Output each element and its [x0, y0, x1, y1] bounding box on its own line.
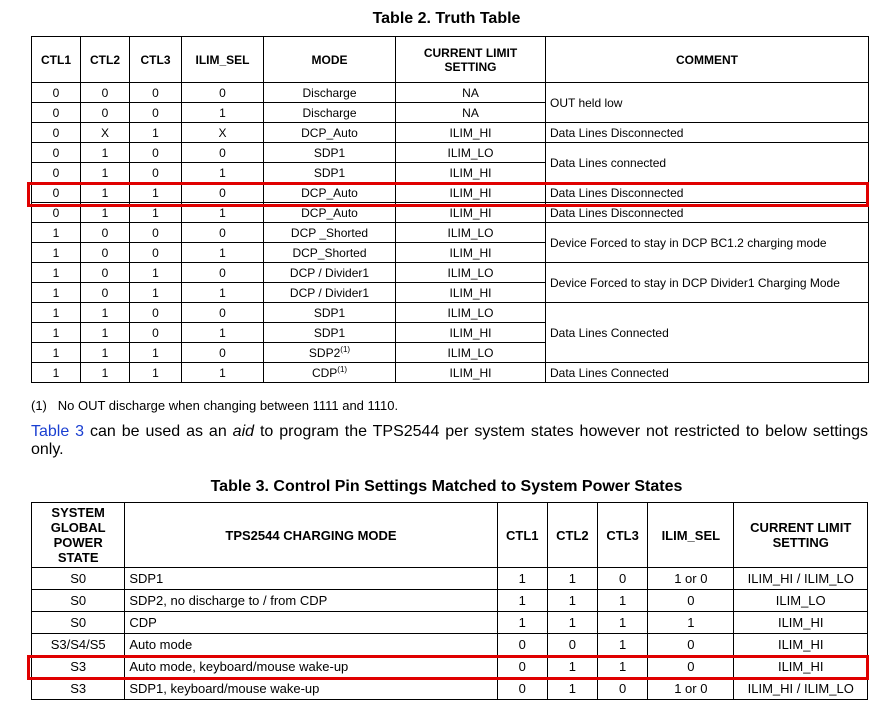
cell-current-limit: ILIM_HI	[734, 612, 868, 634]
cell-charging-mode: SDP1, keyboard/mouse wake-up	[125, 678, 497, 700]
col-header-current-limit: CURRENT LIMIT SETTING	[734, 503, 868, 568]
cell-charging-mode: CDP	[125, 612, 497, 634]
cell-ctl3: 1	[598, 634, 648, 656]
cell-ctl3: 0	[130, 143, 182, 163]
cell-comment: Device Forced to stay in DCP Divider1 Charging Mode	[546, 263, 869, 303]
cell-ctl3: 0	[130, 243, 182, 263]
cell-ilim-sel: 0	[182, 143, 264, 163]
cell-current-limit: ILIM_LO	[396, 223, 546, 243]
cell-mode	[264, 243, 396, 263]
col-header-ilim-sel: ILIM_SEL	[182, 37, 264, 83]
cell-power-state: S3	[32, 678, 125, 700]
cell-current-limit: ILIM_LO	[396, 343, 546, 363]
cell-ilim-sel: 1 or 0	[648, 568, 734, 590]
cell-current-limit: NA	[396, 83, 546, 103]
cell-mode	[264, 123, 396, 143]
table-row	[32, 143, 869, 163]
cell-charging-mode: SDP1	[125, 568, 497, 590]
cell-ctl1: 1	[32, 263, 81, 283]
cell-mode	[264, 103, 396, 123]
cell-mode	[264, 163, 396, 183]
mode-text: SDP1	[313, 305, 346, 320]
cell-mode	[264, 363, 396, 383]
cell-ctl3: 0	[130, 163, 182, 183]
col-header-ctl2: CTL2	[547, 503, 597, 568]
col-header-power-state: SYSTEM GLOBAL POWER STATE	[32, 503, 125, 568]
table-row	[32, 303, 869, 323]
cell-ctl3: 1	[598, 612, 648, 634]
cell-current-limit: ILIM_HI	[396, 363, 546, 383]
cell-ctl3: 0	[130, 223, 182, 243]
cell-ctl1: 0	[497, 656, 547, 678]
mode-text: Discharge	[302, 105, 357, 120]
footnote-ref: (1)	[337, 364, 348, 374]
col-header-ctl3: CTL3	[130, 37, 182, 83]
cell-ctl3: 0	[598, 568, 648, 590]
cell-ilim-sel: 0	[182, 183, 264, 203]
cell-current-limit: ILIM_HI / ILIM_LO	[734, 678, 868, 700]
cell-ilim-sel: 0	[182, 303, 264, 323]
cell-mode	[264, 263, 396, 283]
mode-text: SDP1	[313, 145, 346, 160]
cell-ctl2: 1	[547, 612, 597, 634]
cell-comment: Data Lines Connected	[546, 363, 869, 383]
cell-ctl2: 1	[547, 656, 597, 678]
cell-current-limit: ILIM_LO	[396, 143, 546, 163]
paragraph-text-b: to program the TPS2544 per system states however not restricted to below settings only.	[31, 423, 869, 458]
cell-current-limit: ILIM_LO	[734, 590, 868, 612]
mode-text: SDP2	[308, 345, 341, 360]
cell-ilim-sel: 1	[182, 203, 264, 223]
col-header-mode: MODE	[264, 37, 396, 83]
mode-text: DCP_Auto	[301, 125, 358, 140]
cell-ctl1: 0	[32, 183, 81, 203]
cell-ctl1: 1	[32, 343, 81, 363]
cell-current-limit: ILIM_LO	[396, 303, 546, 323]
col-header-current-limit: CURRENT LIMIT SETTING	[396, 37, 546, 83]
cell-ctl2: 0	[81, 283, 130, 303]
cell-ilim-sel: 1	[648, 612, 734, 634]
cell-current-limit: ILIM_LO	[396, 263, 546, 283]
power-states-table	[31, 502, 868, 700]
cell-ilim-sel: 1	[182, 283, 264, 303]
cell-ilim-sel: 1	[182, 243, 264, 263]
cell-mode	[264, 303, 396, 323]
cell-ctl3: 1	[598, 590, 648, 612]
cell-ctl3: 0	[130, 83, 182, 103]
cell-ctl2: 1	[81, 323, 130, 343]
mode-text: DCP / Divider1	[289, 265, 370, 280]
cell-ilim-sel: 0	[648, 656, 734, 678]
cell-ctl1: 1	[32, 363, 81, 383]
cell-ctl3: 1	[130, 363, 182, 383]
cell-ctl2: 1	[81, 163, 130, 183]
cell-ilim-sel: 1	[182, 323, 264, 343]
cell-ctl1: 0	[32, 123, 81, 143]
cell-ilim-sel: 1	[182, 363, 264, 383]
cell-ctl2: 0	[81, 103, 130, 123]
cell-ctl3: 1	[130, 203, 182, 223]
cell-comment: Data Lines Disconnected	[546, 123, 869, 143]
cell-ctl1: 1	[497, 590, 547, 612]
table-row	[32, 203, 869, 223]
mode-text: CDP	[311, 365, 338, 380]
col-header-ctl2: CTL2	[81, 37, 130, 83]
cell-comment: Data Lines Disconnected	[546, 183, 869, 203]
cell-ctl3: 1	[130, 343, 182, 363]
cell-power-state: S3	[32, 656, 125, 678]
cell-ctl3: 0	[130, 323, 182, 343]
cell-ctl2: 1	[547, 678, 597, 700]
table-row	[32, 123, 869, 143]
paragraph-text-a: can be used as an	[84, 423, 233, 440]
cell-ctl1: 1	[32, 303, 81, 323]
cell-comment: Device Forced to stay in DCP BC1.2 charging mode	[546, 223, 869, 263]
cell-ctl2: 0	[81, 83, 130, 103]
cell-comment: Data Lines connected	[546, 143, 869, 183]
cell-mode	[264, 183, 396, 203]
table-row	[32, 183, 869, 203]
cell-ilim-sel: 0	[648, 590, 734, 612]
cell-ctl3: 1	[130, 183, 182, 203]
mode-text: SDP1	[313, 165, 346, 180]
table-row	[32, 223, 869, 243]
table-row	[32, 263, 869, 283]
cell-ilim-sel: 0	[182, 263, 264, 283]
footnote: (1) No OUT discharge when changing between 1111 and 1110.	[31, 398, 399, 413]
col-header-ctl3: CTL3	[598, 503, 648, 568]
truth-table	[31, 36, 869, 383]
cell-ctl2: 0	[81, 243, 130, 263]
mode-text: DCP_Auto	[301, 185, 358, 200]
body-paragraph	[31, 423, 868, 459]
cell-mode	[264, 223, 396, 243]
cell-ilim-sel: 0	[182, 83, 264, 103]
cell-mode	[264, 343, 396, 363]
mode-text: Discharge	[302, 85, 357, 100]
table-row	[32, 656, 868, 678]
cell-current-limit: ILIM_HI	[396, 243, 546, 263]
table2-title: Table 2. Truth Table	[372, 10, 521, 27]
cell-ctl1: 0	[497, 678, 547, 700]
cell-ctl2: 1	[81, 363, 130, 383]
cell-current-limit: NA	[396, 103, 546, 123]
cell-current-limit: ILIM_HI	[396, 123, 546, 143]
cell-mode	[264, 283, 396, 303]
cell-current-limit: ILIM_HI	[396, 183, 546, 203]
table-row	[32, 363, 869, 383]
paragraph-emphasis: aid	[232, 423, 255, 440]
cell-ilim-sel: 0	[182, 223, 264, 243]
cell-ctl2: 0	[81, 263, 130, 283]
cell-ctl2: 1	[81, 343, 130, 363]
cell-ctl3: 0	[130, 103, 182, 123]
cell-ctl1: 0	[32, 143, 81, 163]
table-row	[32, 678, 868, 700]
cell-ctl3: 1	[598, 656, 648, 678]
cell-power-state: S0	[32, 612, 125, 634]
cell-ctl1: 0	[497, 634, 547, 656]
table3-title: Table 3. Control Pin Settings Matched to System Power States	[210, 478, 683, 495]
cell-ctl2: 1	[81, 183, 130, 203]
cell-power-state: S3/S4/S5	[32, 634, 125, 656]
cell-current-limit: ILIM_HI	[734, 656, 868, 678]
cell-ctl1: 1	[32, 283, 81, 303]
col-header-charging-mode: TPS2544 CHARGING MODE	[125, 503, 497, 568]
col-header-ctl1: CTL1	[32, 37, 81, 83]
cell-ctl1: 1	[497, 612, 547, 634]
mode-text: SDP1	[313, 325, 346, 340]
cell-ctl2: 0	[547, 634, 597, 656]
cell-ctl1: 0	[32, 203, 81, 223]
mode-text: DCP / Divider1	[289, 285, 370, 300]
cell-comment: Data Lines Connected	[546, 303, 869, 363]
cell-ctl3: 1	[130, 283, 182, 303]
cell-charging-mode: Auto mode	[125, 634, 497, 656]
cell-ctl2: 1	[547, 568, 597, 590]
table3-link[interactable]: Table 3	[31, 423, 85, 440]
cell-ctl1: 0	[32, 163, 81, 183]
cell-comment: OUT held low	[546, 83, 869, 123]
cell-power-state: S0	[32, 568, 125, 590]
cell-ilim-sel: 0	[182, 343, 264, 363]
cell-ctl2: 1	[81, 303, 130, 323]
cell-ctl2: 1	[81, 203, 130, 223]
cell-current-limit: ILIM_HI	[396, 283, 546, 303]
cell-current-limit: ILIM_HI / ILIM_LO	[734, 568, 868, 590]
cell-ctl3: 0	[130, 303, 182, 323]
cell-current-limit: ILIM_HI	[734, 634, 868, 656]
cell-mode	[264, 323, 396, 343]
mode-text: DCP_Shorted	[292, 245, 367, 260]
cell-ilim-sel: 1	[182, 103, 264, 123]
cell-ctl3: 1	[130, 263, 182, 283]
cell-ilim-sel: X	[182, 123, 264, 143]
col-header-ctl1: CTL1	[497, 503, 547, 568]
cell-charging-mode: SDP2, no discharge to / from CDP	[125, 590, 497, 612]
cell-ilim-sel: 1 or 0	[648, 678, 734, 700]
col-header-ilim-sel: ILIM_SEL	[648, 503, 734, 568]
cell-ctl2: 1	[81, 143, 130, 163]
table-row	[32, 83, 869, 103]
footnote-ref: (1)	[340, 344, 351, 354]
cell-ctl2: 1	[547, 590, 597, 612]
cell-power-state: S0	[32, 590, 125, 612]
table-header-row	[32, 37, 869, 83]
cell-ctl1: 1	[32, 223, 81, 243]
table-row	[32, 590, 868, 612]
table-row	[32, 634, 868, 656]
cell-ctl3: 0	[598, 678, 648, 700]
table-row	[32, 568, 868, 590]
cell-ctl1: 0	[32, 103, 81, 123]
cell-mode	[264, 203, 396, 223]
cell-ctl1: 1	[32, 323, 81, 343]
cell-current-limit: ILIM_HI	[396, 203, 546, 223]
cell-ctl1: 1	[32, 243, 81, 263]
table-row	[32, 612, 868, 634]
cell-mode	[264, 83, 396, 103]
cell-comment: Data Lines Disconnected	[546, 203, 869, 223]
table-header-row	[32, 503, 868, 568]
mode-text: DCP _Shorted	[290, 225, 369, 240]
col-header-comment: COMMENT	[546, 37, 869, 83]
cell-mode	[264, 143, 396, 163]
cell-ilim-sel: 0	[648, 634, 734, 656]
cell-current-limit: ILIM_HI	[396, 163, 546, 183]
cell-current-limit: ILIM_HI	[396, 323, 546, 343]
cell-ctl2: X	[81, 123, 130, 143]
mode-text: DCP_Auto	[301, 205, 358, 220]
cell-charging-mode: Auto mode, keyboard/mouse wake-up	[125, 656, 497, 678]
cell-ctl2: 0	[81, 223, 130, 243]
cell-ctl1: 1	[497, 568, 547, 590]
cell-ctl1: 0	[32, 83, 81, 103]
cell-ilim-sel: 1	[182, 163, 264, 183]
cell-ctl3: 1	[130, 123, 182, 143]
